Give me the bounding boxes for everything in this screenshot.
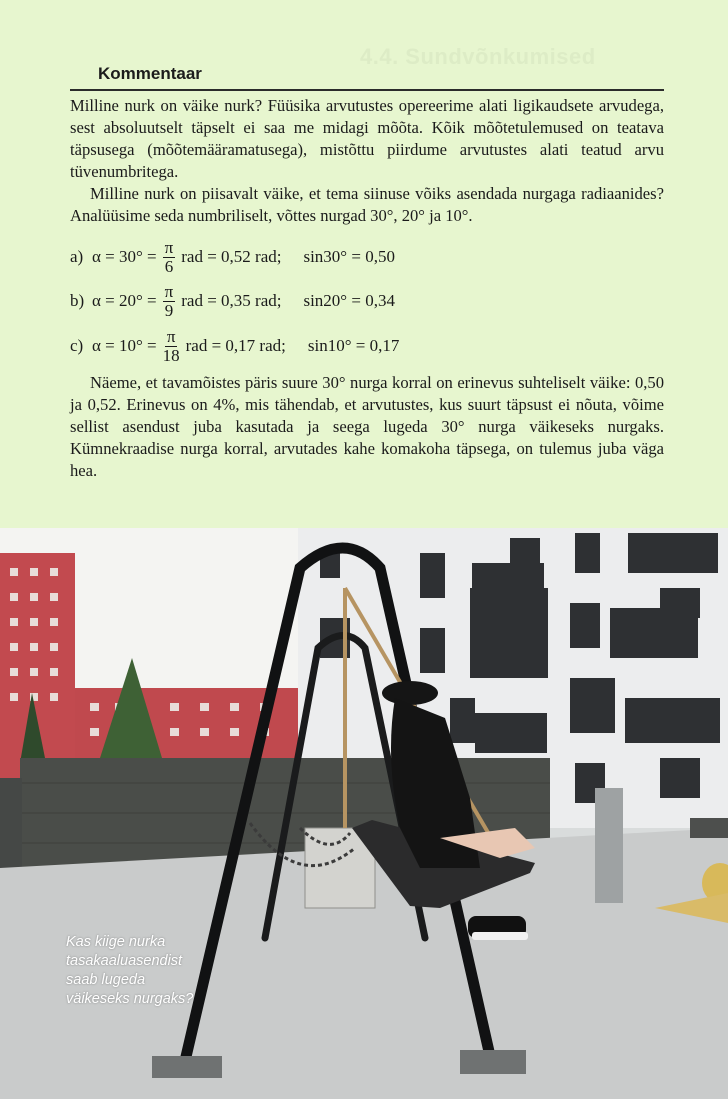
section-title: Kommentaar (98, 64, 202, 83)
paragraph-1: Milline nurk on väike nurk? Füüsika arvutustes opereerime alati ligikaudsete arvudega, sest absoluutselt täpselt ei saa me midagi mõõta. Kõik mõõtetulemused on teatava täpsusega (mõõtemääramatusega), mistõttu piirdume arvutustes alati teatud arvu tüvenumbritega. (70, 96, 664, 181)
photo-caption: Kas kiige nurka tasakaaluasendist saab lugeda väikeseks nurgaks? (66, 934, 194, 1007)
closing-paragraph: Näeme, et tavamõistes päris suure 30° nurga korral on erinevus suhteliselt väike: 0,50 ja 0,52. Erinevus on 4%, mis tähendab, et arvutustes, kus suurt täpsust ei nõuta, võime sellist asendust juba kasutada ja seega lugeda 30° nurga väikeseks nurgaks. Kümnekraadise nurga korral, arvutades kahe komakoha täpsega, on tulemus juba väga hea. (70, 373, 664, 480)
fraction: $\frac{\pi}{9}$ (164, 281, 174, 320)
title-rule (70, 89, 664, 91)
fraction: $\frac{\pi}{6}$ (164, 237, 174, 276)
swing-photo (0, 528, 728, 1099)
fraction: $\frac{\pi}{18}$ (162, 326, 180, 365)
paragraph-2: Milline nurk on piisavalt väike, et tema siinuse võiks asendada nurgaga radiaanides? Analüüsime seda numbriliselt, võttes nurgad 30°, 20° ja 10°. (70, 184, 664, 225)
commentary-body (70, 95, 664, 227)
bleed-through-heading: 4.4. Sundvõnkumised (360, 44, 596, 69)
example-b: b) α = 20° = $\frac{\pi}{9}$ rad = 0,35 rad; sin20° = 0,34 (70, 281, 395, 320)
example-c: c) α = 10° = $\frac{\pi}{18}$ rad = 0,17 rad; sin10° = 0,17 (70, 326, 400, 365)
example-a: a) α = 30° = $\frac{\pi}{6}$ rad = 0,52 rad; sin30° = 0,50 (70, 237, 395, 276)
